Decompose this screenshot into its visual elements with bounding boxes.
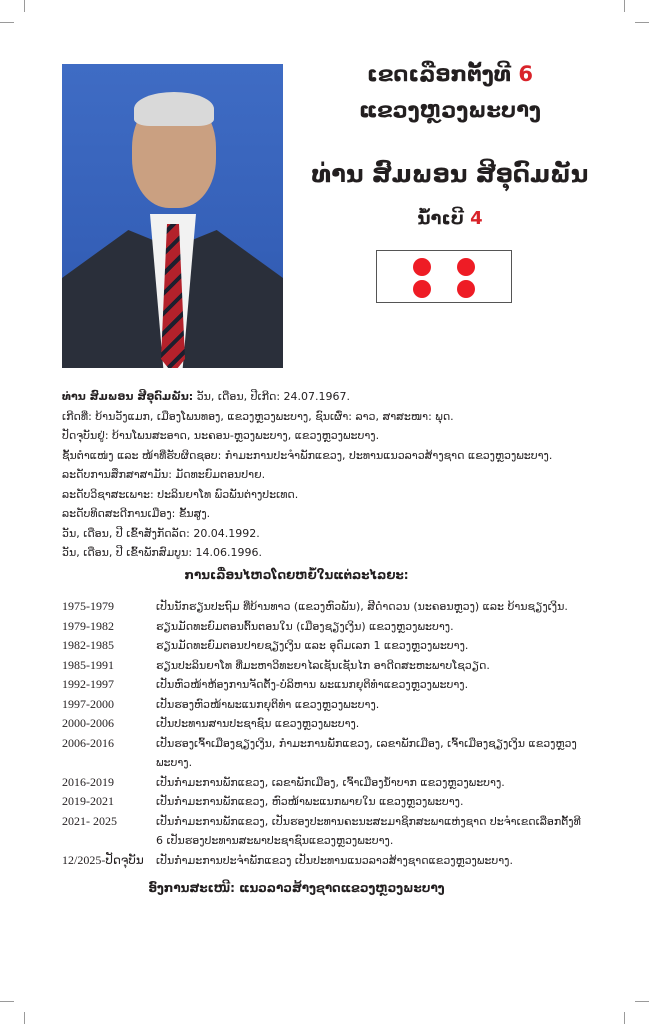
- bio-line: ລະດັບວິຊາສະເພາະ: ປະລິນຍາໂທ ພົວພັນຕ່າງປະເທດ.: [62, 487, 299, 501]
- career-year: 12/2025-ປັດຈຸບັນ: [62, 852, 144, 867]
- bio-line: ຊັ້ນຕຳແໜ່ງ ແລະ ໜ້າທີ່ຮັບຜິດຊອບ: ກຳມະການປະຈຳພັກແຂວງ, ປະທານແນວລາວສ້າງຊາດ ແຂວງຫຼວງພະບາງ.: [62, 448, 553, 462]
- career-text: ເປັນກຳມະການພັກແຂວງ, ເປັນຮອງປະທານຄະນະສະມາຊິກສະພາແຫ່ງຊາດ ປະຈຳເຂດເລືອກຕັ້ງທີ: [156, 814, 581, 828]
- ballot-number: [300, 208, 600, 229]
- career-text: ເປັນນັກຮຽນປະຖົມ ທີ່ບ້ານທາວ (ແຂວງຫົວພັນ), ສີດໍາດວນ (ນະຄອນຫຼວງ) ແລະ ບ້ານຊຽງເງິນ.: [156, 600, 568, 613]
- career-row: [62, 734, 602, 754]
- career-year: 2000-2006: [62, 716, 114, 730]
- career-row-continued: [62, 753, 602, 773]
- crop-mark: [24, 1012, 25, 1024]
- career-text: ເປັນຮອງເຈົ້າເມືອງຊຽງເງິນ, ກຳມະການພັກແຂວງ, ເລຂາພັກເມືອງ, ເຈົ້າເມືອງຊຽງເງິນ ແຂວງຫຼວງ: [156, 736, 577, 750]
- career-year: 2021- 2025: [62, 813, 117, 828]
- bio-line: ລະດັບການສຶກສາສາມັນ: ມັດທະຍົມຕອນປາຍ.: [62, 468, 266, 481]
- crop-mark: [635, 1001, 649, 1002]
- constituency-number: 6: [518, 62, 533, 86]
- crop-mark: [0, 22, 14, 23]
- career-year: 2016-2019: [62, 774, 114, 789]
- biography: [62, 387, 602, 563]
- career-year: 1979-1982: [62, 618, 114, 633]
- career-year: 2006-2016: [62, 735, 114, 750]
- number-value: 4: [470, 208, 483, 229]
- career-year: 1975-1979: [62, 599, 114, 613]
- province-title: ແຂວງຫຼວງພະບາງ: [359, 98, 541, 122]
- nominating-organization: ອົງການສະເໜີ: ແນວລາວສ້າງຊາດແຂວງຫຼວງພະບາງ: [148, 881, 445, 895]
- career-text: ຮຽນມັດທະຍົມຕອນຕົ້ນຕອນໃນ (ເມືອງຊຽງເງິນ) ແຂວງຫຼວງພະບາງ.: [156, 619, 454, 633]
- constituency-title: [300, 62, 600, 86]
- career-text: ເປັນກຳມະການພັກແຂວງ, ຫົວໜ້າພະແນກພາຍໃນ ແຂວງຫຼວງພະບາງ.: [156, 795, 464, 808]
- number-label: ນໍ້າເບີ: [417, 208, 464, 229]
- career-row-continued: [62, 831, 602, 851]
- career-row: [62, 597, 602, 617]
- crop-mark: [24, 0, 25, 12]
- career-row: [62, 656, 602, 676]
- career-row: [62, 636, 602, 656]
- career-year: 1985-1991: [62, 657, 114, 672]
- career-text: ເປັນກຳມະການປະຈຳພັກແຂວງ ເປັນປະທານແນວລາວສ້າງຊາດແຂວງຫຼວງພະບາງ.: [156, 853, 513, 867]
- career-row: [62, 773, 602, 793]
- crop-mark: [0, 1001, 14, 1002]
- career-title: ການເລື່ອນໄຫວໂດຍຫຍໍ້ໃນແຕ່ລະໄລຍະ:: [184, 568, 409, 582]
- career-year: 1997-2000: [62, 696, 114, 711]
- career-row: [62, 851, 602, 871]
- bio-line: ທ່ານ ສົມພອນ ສີອຸດົມພັນ: ວັນ, ເດືອນ, ປີເກີດ: 24.07.1967.: [62, 390, 351, 403]
- ballot-symbol: [376, 250, 512, 303]
- career-year: 2019-2021: [62, 794, 114, 808]
- bio-line: ເກີດທີ່: ບ້ານວັງແມກ, ເມືອງໂພນທອງ, ແຂວງຫຼວງພະບາງ, ຊົນເຜົ່າ: ລາວ, ສາສະໜາ: ພຸດ.: [62, 409, 454, 423]
- career-text: 6 ເປັນຮອງປະທານສະພາປະຊາຊົນແຂວງຫຼວງພະບາງ.: [156, 834, 394, 847]
- career-text: ຮຽນມັດທະຍົມຕອນປາຍຊຽງເງິນ ແລະ ອຸດົມເລກ 1 ແຂວງຫຼວງພະບາງ.: [156, 639, 469, 652]
- candidate-photo: [62, 64, 283, 368]
- career-text: ຮຽນປະລິນຍາໂທ ທີ່ມະຫາວິທະຍາໄລເຊັນເຊັນໄກ ອາດີດສະຫະພາບໂຊວຽດ.: [156, 658, 490, 672]
- constituency-label: ເຂດເລືອກຕັ້ງທີ: [367, 62, 512, 86]
- crop-mark: [624, 1012, 625, 1024]
- career-year: 1992-1997: [62, 677, 114, 691]
- career-text: ເປັນຫົວໜ້າຫ້ອງການຈັດຕັ້ງ-ບໍລິຫານ ພະແນກຍຸຕິທຳແຂວງຫຼວງພະບາງ.: [156, 678, 469, 691]
- career-list: [62, 597, 602, 870]
- bio-line: ວັນ, ເດືອນ, ປີ ເຂົ້າສັງກັດລັດ: 20.04.1992.: [62, 526, 260, 540]
- career-text: ເປັນປະທານສານປະຊາຊົນ ແຂວງຫຼວງພະບາງ.: [156, 717, 360, 730]
- bio-name: ທ່ານ ສົມພອນ ສີອຸດົມພັນ:: [62, 390, 194, 403]
- career-text: ເປັນຮອງຫົວໜ້າພະແນກຍຸຕິທຳ ແຂວງຫຼວງພະບາງ.: [156, 697, 380, 711]
- career-row: [62, 812, 602, 832]
- career-year: 1982-1985: [62, 638, 114, 652]
- bio-line: ປັດຈຸບັນຢູ່: ບ້ານໂພນສະອາດ, ນະຄອນ-ຫຼວງພະບາງ, ແຂວງຫຼວງພະບາງ.: [62, 429, 380, 442]
- bio-line: ວັນ, ເດືອນ, ປີ ເຂົ້າພັກສົມບູນ: 14.06.1996.: [62, 546, 263, 559]
- ballot-dot: [413, 280, 431, 298]
- career-row: [62, 617, 602, 637]
- career-row: [62, 792, 602, 812]
- career-row: [62, 695, 602, 715]
- career-row: [62, 675, 602, 695]
- ballot-dot: [457, 258, 475, 276]
- career-row: [62, 714, 602, 734]
- crop-mark: [624, 0, 625, 12]
- ballot-dot: [413, 258, 431, 276]
- crop-mark: [635, 22, 649, 23]
- candidate-name: ທ່ານ ສົມພອນ ສີອຸດົມພັນ: [311, 160, 589, 188]
- career-text: ເປັນກຳມະການພັກແຂວງ, ເລຂາພັກເມືອງ, ເຈົ້າເມືອງນໍ້າບາກ ແຂວງຫຼວງພະບາງ.: [156, 775, 505, 789]
- career-text: ພະບາງ.: [156, 756, 193, 769]
- ballot-dot: [457, 280, 475, 298]
- bio-line: ລະດັບທິດສະດີການເມືອງ: ຂັ້ນສູງ.: [62, 507, 211, 520]
